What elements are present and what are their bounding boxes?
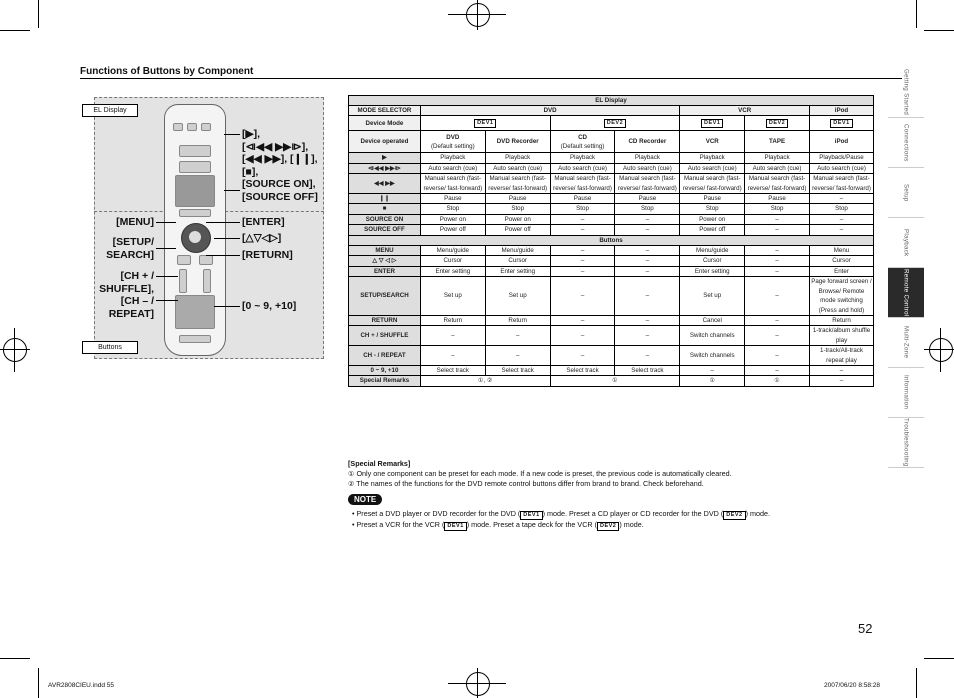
buttons-tag: Buttons [82, 341, 138, 354]
table-row [349, 153, 874, 163]
crop-mark [916, 668, 917, 698]
device-name: DVD [446, 133, 460, 141]
row-function-cell: – [420, 346, 485, 366]
device-cell [550, 131, 615, 153]
row-function-cell: – [615, 225, 680, 235]
table-row [349, 163, 874, 173]
row-button-name: CH - / REPEAT [349, 346, 421, 366]
device-sub: (Default setting) [430, 142, 475, 150]
row-button-name: RETURN [349, 315, 421, 325]
remark-ref-cell: ① [745, 376, 810, 386]
row-function-cell: – [745, 315, 810, 325]
button-function-table [348, 95, 874, 387]
row-function-cell: Manual search (fast-reverse/ fast-forward) [485, 174, 550, 194]
row-function-cell: Select track [615, 365, 680, 375]
row-function-cell: – [550, 214, 615, 224]
row-function-cell: – [615, 277, 680, 316]
note-line-1: • Preset a DVD player or DVD recorder for the DVD ( DEV1 ) mode. Preset a CD player or CD recorder for the DVD ( DEV2 ) mode. [352, 509, 770, 518]
row-button-name: CH + / SHUFFLE [349, 326, 421, 346]
row-button-name: 0 ~ 9, +10 [349, 365, 421, 375]
transport-labels: [▶], [⧏◀◀ ▶▶⧐], [◀◀ ▶▶], [❙❙], [■], [SOURCE ON], [SOURCE OFF] [242, 128, 318, 203]
note-badge: NOTE [348, 494, 382, 505]
row-function-cell: Auto search (cue) [809, 163, 873, 173]
row-function-cell: – [550, 346, 615, 366]
note-line-2: • Preset a VCR for the VCR ( DEV1 ) mode. Preset a tape deck for the VCR ( DEV2 ) mode. [352, 520, 644, 529]
row-function-cell: Switch channels [680, 346, 745, 366]
registration-mark [477, 668, 478, 698]
side-tab[interactable] [888, 218, 924, 268]
return-label: [RETURN] [242, 249, 293, 261]
row-function-cell: Cancel [680, 315, 745, 325]
row-function-cell: – [745, 225, 810, 235]
row-function-cell: Stop [550, 204, 615, 214]
row-function-cell: Enter setting [485, 266, 550, 276]
row-function-cell: Return [809, 315, 873, 325]
table-row [349, 246, 874, 256]
row-button-name: SOURCE ON [349, 214, 421, 224]
side-tab-label: Playback [902, 228, 910, 257]
dev-code: DEV1 [830, 119, 852, 128]
crop-mark [916, 0, 917, 28]
row-function-cell: Power off [420, 225, 485, 235]
table-row [349, 365, 874, 375]
row-function-cell: – [550, 315, 615, 325]
side-tab-label: Setup [902, 183, 910, 202]
row-function-cell: Pause [420, 194, 485, 204]
row-function-cell: Stop [680, 204, 745, 214]
side-tab[interactable] [888, 168, 924, 218]
row-function-cell: – [809, 225, 873, 235]
el-display-header: EL Display [349, 96, 874, 106]
row-function-cell: Power off [680, 225, 745, 235]
device-sub: (Default setting) [560, 142, 605, 150]
row-button-name: △ ▽ ◁ ▷ [349, 256, 421, 266]
crop-mark [924, 30, 954, 31]
menu-label: [MENU] [116, 216, 154, 228]
row-function-cell: Power on [485, 214, 550, 224]
table-row [349, 376, 874, 386]
row-function-cell: Page forward screen / Browse/ Remote mode switching (Press and hold) [811, 278, 872, 314]
row-function-cell: – [615, 214, 680, 224]
row-function-cell: – [745, 256, 810, 266]
row-function-cell: Select track [485, 365, 550, 375]
row-function-cell: Pause [615, 194, 680, 204]
row-function-cell: Cursor [485, 256, 550, 266]
row-function-cell: – [680, 365, 745, 375]
crop-mark [38, 0, 39, 28]
dev-code: DEV1 [701, 119, 723, 128]
row-button-name: ❙❙ [349, 194, 421, 204]
row-function-cell: Stop [485, 204, 550, 214]
registration-mark [929, 338, 953, 362]
row-button-name: ⧏◀◀ ▶▶⧐ [349, 163, 421, 173]
device-name: iPod [834, 138, 849, 146]
row-function-cell: – [809, 214, 873, 224]
remark-item: ① Only one component can be preset for each mode. If a new code is preset, the previous code is automatically cleared. [348, 469, 732, 478]
side-tab-label: Troubleshooting [902, 418, 910, 467]
table-row [349, 194, 874, 204]
row-function-cell: – [745, 277, 810, 316]
crop-mark [0, 658, 30, 659]
row-function-cell: – [615, 346, 680, 366]
row-function-cell: – [550, 266, 615, 276]
remote-control-illustration [164, 104, 226, 356]
channel-labels: [CH + / SHUFFLE], [CH – / REPEAT] [99, 270, 154, 320]
remark-ref-cell: – [809, 376, 873, 386]
registration-mark [0, 349, 30, 350]
row-function-cell: Cursor [809, 256, 873, 266]
row-function-cell: – [615, 246, 680, 256]
device-cell [680, 131, 745, 153]
table-row [349, 225, 874, 235]
row-button-name: SETUP/SEARCH [349, 277, 421, 316]
side-tab-label: Connections [902, 123, 910, 162]
table-row [349, 174, 874, 194]
device-cell [809, 131, 873, 153]
row-function-cell: Menu/guide [680, 246, 745, 256]
row-function-cell: Playback [485, 153, 550, 163]
section-title: Functions of Buttons by Component [80, 66, 254, 77]
row-function-cell: Return [485, 315, 550, 325]
remark-ref-cell: ①, ② [420, 376, 550, 386]
row-function-cell: Stop [420, 204, 485, 214]
device-name: VCR [705, 138, 719, 146]
row-function-cell: Playback/Pause [809, 153, 873, 163]
row-function-cell: – [550, 256, 615, 266]
section-tabs [888, 68, 924, 468]
row-function-cell: Auto search (cue) [485, 163, 550, 173]
device-name: DVD Recorder [496, 138, 539, 146]
row-function-cell: – [420, 326, 485, 346]
row-function-cell: Menu [809, 246, 873, 256]
registration-mark [466, 672, 490, 696]
dev-code: DEV1 [474, 119, 496, 128]
device-mode-label: Device Mode [349, 116, 421, 131]
device-cell [615, 131, 680, 153]
row-function-cell: – [485, 326, 550, 346]
row-function-cell: – [550, 246, 615, 256]
row-function-cell: Cursor [420, 256, 485, 266]
remark-ref-cell: ① [680, 376, 745, 386]
row-function-cell: Manual search (fast-reverse/ fast-forward) [809, 174, 873, 194]
row-function-cell: Playback [745, 153, 810, 163]
device-cell [485, 131, 550, 153]
row-function-cell: – [809, 365, 873, 375]
row-function-cell: Menu/guide [485, 246, 550, 256]
dev-code: DEV2 [604, 119, 626, 128]
registration-mark [477, 0, 478, 30]
row-function-cell: Auto search (cue) [745, 163, 810, 173]
row-function-cell: Auto search (cue) [615, 163, 680, 173]
registration-mark [3, 338, 27, 362]
side-tab[interactable] [888, 418, 924, 468]
row-function-cell: Pause [745, 194, 810, 204]
registration-mark [940, 328, 941, 372]
dev-code: DEV2 [766, 119, 788, 128]
row-function-cell: – [550, 326, 615, 346]
row-function-cell: – [745, 326, 810, 346]
side-tab-label: Remote Control [902, 268, 910, 317]
row-function-cell: Power on [680, 214, 745, 224]
mode-ipod: iPod [809, 106, 873, 116]
side-tab-label: Multi-Zone [902, 326, 910, 359]
row-button-name: ◀◀ ▶▶ [349, 174, 421, 194]
side-tab[interactable] [888, 118, 924, 168]
arrows-label: [△▽◁▷] [242, 232, 282, 244]
special-remarks: [Special Remarks] ① Only one component can be preset for each mode. If a new code is preset, the previous code is automatically cleared. ② The names of the functions for the DVD remote control buttons differ from brand to brand. Check beforehand. [348, 459, 888, 489]
registration-mark [14, 328, 15, 372]
row-function-cell: Set up [420, 277, 485, 316]
row-function-cell: – [615, 315, 680, 325]
device-operated-label: Device operated [349, 131, 421, 153]
setup-search-label: [SETUP/ SEARCH] [106, 236, 154, 261]
row-function-cell: Auto search (cue) [680, 163, 745, 173]
row-function-cell: – [745, 365, 810, 375]
el-display-tag: EL Display [82, 104, 138, 117]
table-row [349, 326, 874, 346]
row-function-cell: Playback [420, 153, 485, 163]
row-function-cell: Manual search (fast-reverse/ fast-forward) [550, 174, 615, 194]
row-function-cell: – [550, 277, 615, 316]
row-function-cell: Enter setting [680, 266, 745, 276]
row-function-cell: Manual search (fast-reverse/ fast-forward) [745, 174, 810, 194]
row-function-cell: – [550, 225, 615, 235]
row-function-cell: Manual search (fast-reverse/ fast-forward) [680, 174, 745, 194]
row-function-cell: Set up [485, 277, 550, 316]
side-tab[interactable] [888, 268, 924, 318]
mode-selector-label: MODE SELECTOR [349, 106, 421, 116]
page-number: 52 [858, 621, 873, 636]
row-function-cell: Manual search (fast-reverse/ fast-forward) [420, 174, 485, 194]
footer-file: AVR2808CIEU.indd 55 [48, 682, 115, 689]
row-function-cell: Stop [745, 204, 810, 214]
mode-vcr: VCR [680, 106, 810, 116]
row-function-cell: Power off [485, 225, 550, 235]
title-rule [80, 78, 902, 79]
table-row [349, 204, 874, 214]
row-function-cell: – [615, 326, 680, 346]
remark-ref-cell: ① [550, 376, 680, 386]
row-function-cell: Select track [550, 365, 615, 375]
footer-date: 2007/06/20 8:58:28 [824, 682, 881, 689]
row-function-cell: – [745, 266, 810, 276]
device-name: TAPE [769, 138, 786, 146]
row-function-cell: Set up [680, 277, 745, 316]
crop-mark [924, 658, 954, 659]
row-function-cell: Playback [550, 153, 615, 163]
row-button-name: ENTER [349, 266, 421, 276]
row-function-cell: Auto search (cue) [420, 163, 485, 173]
remark-item: ② The names of the functions for the DVD remote control buttons differ from brand to brand. Check beforehand. [348, 479, 704, 488]
row-function-cell: Auto search (cue) [550, 163, 615, 173]
row-function-cell: Stop [615, 204, 680, 214]
note-text [352, 509, 892, 531]
table-row [349, 214, 874, 224]
row-button-name: Special Remarks [349, 376, 421, 386]
row-function-cell: 1-track/album shuffle play [809, 326, 873, 346]
row-function-cell: – [745, 246, 810, 256]
row-function-cell: Manual search (fast-reverse/ fast-forward) [615, 174, 680, 194]
row-function-cell: 1-track/All-track repeat play [809, 346, 873, 366]
row-button-name: ▶ [349, 153, 421, 163]
row-function-cell: Playback [680, 153, 745, 163]
crop-mark [0, 30, 30, 31]
row-function-cell: Stop [809, 204, 873, 214]
table-row [349, 277, 874, 316]
device-cell [745, 131, 810, 153]
side-tab[interactable] [888, 368, 924, 418]
row-function-cell: – [809, 194, 873, 204]
row-function-cell: Pause [680, 194, 745, 204]
number-keys-label: [0 ~ 9, +10] [242, 300, 297, 312]
row-function-cell: Return [420, 315, 485, 325]
table-row [349, 256, 874, 266]
row-function-cell: – [745, 214, 810, 224]
row-button-name: MENU [349, 246, 421, 256]
row-function-cell: – [615, 266, 680, 276]
row-function-cell: Power on [420, 214, 485, 224]
registration-mark [466, 3, 490, 27]
table-row [349, 346, 874, 366]
side-tab-label: Information [902, 375, 910, 410]
row-function-cell: Enter setting [420, 266, 485, 276]
side-tab[interactable] [888, 68, 924, 118]
row-function-cell: Switch channels [680, 326, 745, 346]
device-cell [420, 131, 485, 153]
row-function-cell: Cursor [680, 256, 745, 266]
buttons-header: Buttons [349, 235, 874, 245]
device-name: CD Recorder [628, 138, 667, 146]
mode-dvd: DVD [420, 106, 679, 116]
registration-mark [924, 349, 954, 350]
enter-label: [ENTER] [242, 216, 285, 228]
table-row [349, 266, 874, 276]
row-function-cell: – [615, 256, 680, 266]
row-function-cell: Enter [809, 266, 873, 276]
row-function-cell: Menu/guide [420, 246, 485, 256]
row-function-cell: Playback [615, 153, 680, 163]
row-function-cell: Select track [420, 365, 485, 375]
row-function-cell: – [745, 346, 810, 366]
side-tab[interactable] [888, 318, 924, 368]
row-button-name: SOURCE OFF [349, 225, 421, 235]
row-function-cell: Pause [550, 194, 615, 204]
row-function-cell: Pause [485, 194, 550, 204]
device-name: CD [578, 133, 587, 141]
table-row [349, 315, 874, 325]
row-function-cell: – [485, 346, 550, 366]
side-tab-label: Getting Started [902, 69, 910, 116]
crop-mark [38, 668, 39, 698]
row-button-name: ■ [349, 204, 421, 214]
